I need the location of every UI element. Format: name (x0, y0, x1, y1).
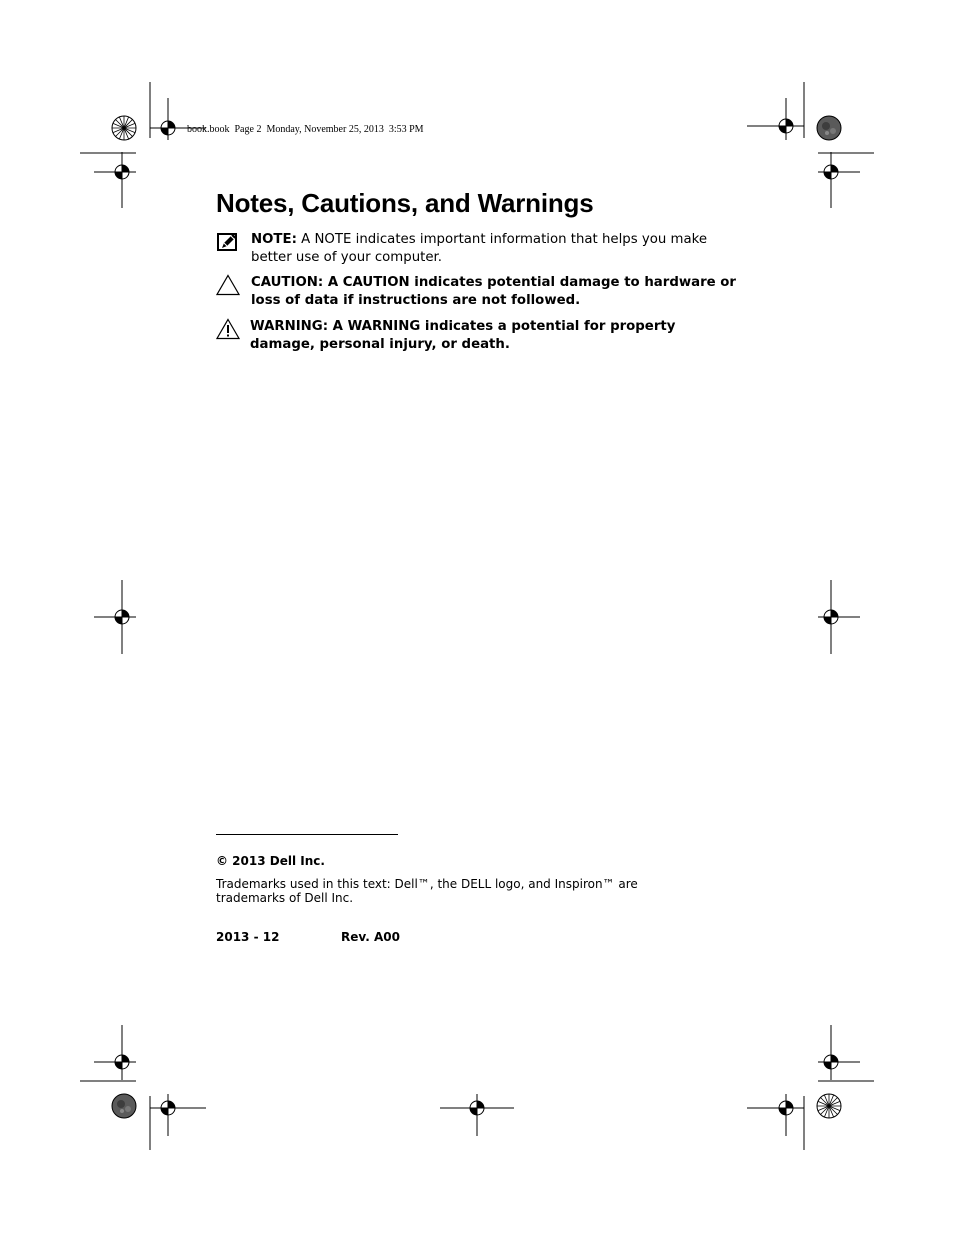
revision-date: 2013 - 12 (216, 930, 280, 944)
warning-block (216, 318, 736, 354)
page-title: Notes, Cautions, and Warnings (216, 188, 594, 218)
note-block (216, 231, 736, 267)
note-body: A NOTE indicates important information that helps you make better use of your computer. (251, 232, 708, 265)
copyright-line: © 2013 Dell Inc. (216, 854, 325, 868)
caution-block (216, 274, 736, 310)
trademark-notice: Trademarks used in this text: Dell™, the DELL logo, and Inspiron™ are trademarks of Dell Inc. (216, 877, 638, 905)
caution-text: CAUTION: A CAUTION indicates potential damage to hardware or loss of data if instructions are not followed. (251, 275, 736, 308)
caution-triangle-icon (216, 274, 240, 296)
revision-code: Rev. A00 (341, 930, 400, 944)
warning-text: WARNING: A WARNING indicates a potential for property damage, personal injury, or death. (250, 319, 676, 352)
print-slug-header: book.book Page 2 Monday, November 25, 2013 3:53 PM (187, 124, 424, 135)
pencil-note-icon (216, 231, 240, 253)
footnote-separator (216, 834, 398, 835)
warning-exclamation-triangle-icon (216, 318, 240, 340)
note-text (251, 231, 736, 266)
note-label: NOTE: (251, 232, 297, 247)
